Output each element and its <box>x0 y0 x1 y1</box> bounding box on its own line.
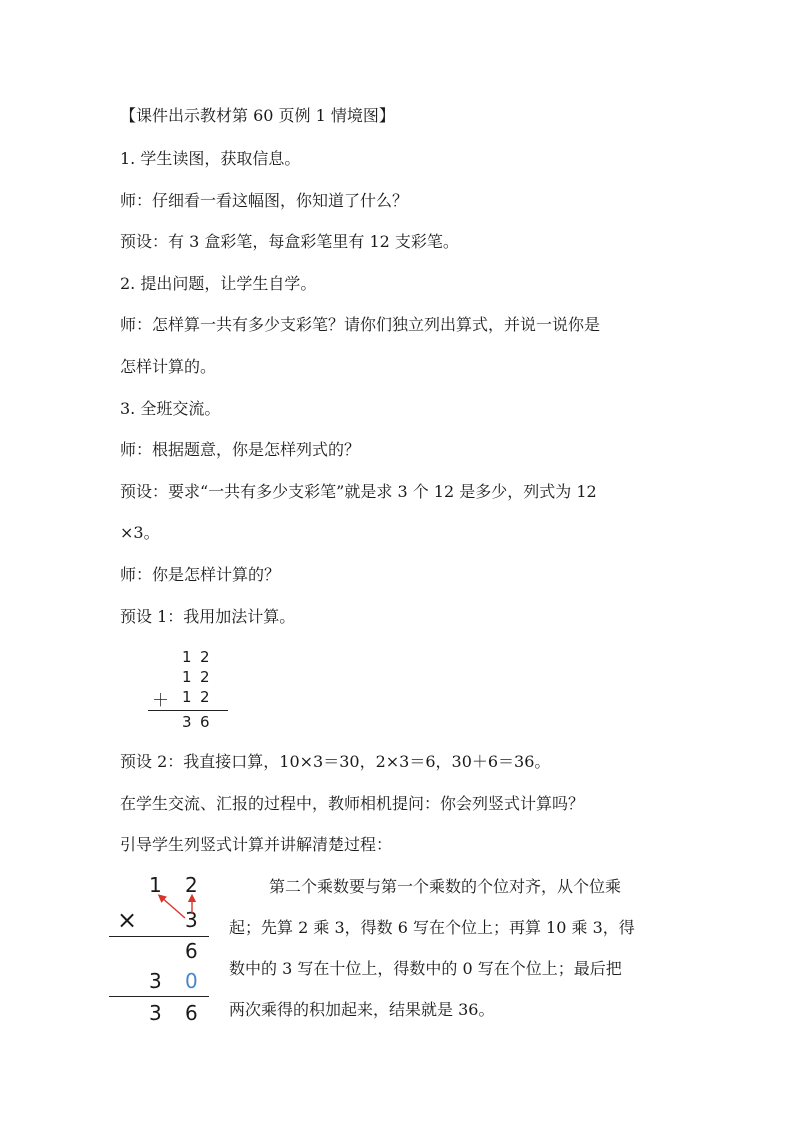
teacher-question-2-line-1: 师：怎样算一共有多少支彩笔？请你们独立列出算式，并说一说你是 <box>120 315 601 334</box>
partial-product-2-tens: 3 <box>149 969 162 993</box>
plus-sign: ＋ <box>152 691 169 711</box>
step-1: 1. 学生读图，获取信息。 <box>120 149 301 168</box>
explanation-paragraph <box>229 866 677 1030</box>
preset-answer-3-line-1: 预设：要求“一共有多少支彩笔”就是求 3 个 12 是多少，列式为 12 <box>120 482 597 501</box>
carry-arrows <box>105 870 220 930</box>
step-3: 3. 全班交流。 <box>120 399 221 418</box>
addition-row2-tens: 1 <box>182 668 192 686</box>
times-sign: × <box>117 906 138 934</box>
teacher-question-2-line-2: 怎样计算的。 <box>120 357 217 376</box>
multiplicand-tens: 1 <box>149 873 162 897</box>
preset-answer-3-line-2: ×3。 <box>120 523 160 542</box>
explanation-line-4: 两次乘得的积加起来，结果就是 36。 <box>229 1000 495 1019</box>
multiplication-vertical <box>105 870 220 1030</box>
partial-product-2-ones: 0 <box>185 969 198 993</box>
teacher-question-3: 师：根据题意，你是怎样列式的？ <box>120 440 361 459</box>
product-tens: 3 <box>149 1001 162 1025</box>
multiplication-rule-2 <box>109 996 209 997</box>
explanation-line-1: 第二个乘数要与第一个乘数的个位对齐，从个位乘 <box>269 877 622 896</box>
teacher-question-4: 师：你是怎样计算的？ <box>120 565 281 584</box>
addition-row1-ones: 2 <box>200 648 210 666</box>
multiplier-digit: 3 <box>185 908 198 932</box>
step-2: 2. 提出问题，让学生自学。 <box>120 274 317 293</box>
arrow-to-tens-icon <box>161 897 185 918</box>
addition-vertical <box>140 644 240 734</box>
addition-result-ones: 6 <box>200 713 210 731</box>
multiplicand-ones: 2 <box>185 873 198 897</box>
discussion-line: 在学生交流、汇报的过程中，教师相机提问：你会列竖式计算吗？ <box>120 794 585 813</box>
preset-method-2: 预设 2：我直接口算，10×3＝30，2×3＝6，30＋6＝36。 <box>120 752 551 771</box>
preset-method-1: 预设 1：我用加法计算。 <box>120 607 296 626</box>
teacher-question-1: 师：仔细看一看这幅图，你知道了什么？ <box>120 191 409 210</box>
preset-answer-1: 预设：有 3 盒彩笔，每盒彩笔里有 12 支彩笔。 <box>120 232 459 251</box>
heading: 【课件出示教材第 60 页例 1 情境图】 <box>120 106 395 125</box>
explanation-line-2: 起；先算 2 乘 3，得数 6 写在个位上；再算 10 乘 3，得 <box>229 918 635 937</box>
addition-row3-ones: 2 <box>200 688 210 706</box>
addition-result-tens: 3 <box>182 713 192 731</box>
addition-row3-tens: 1 <box>182 688 192 706</box>
addition-row1-tens: 1 <box>182 648 192 666</box>
guide-line: 引导学生列竖式计算并讲解清楚过程： <box>120 835 393 854</box>
product-ones: 6 <box>185 1001 198 1025</box>
multiplication-rule-1 <box>109 936 209 937</box>
addition-row2-ones: 2 <box>200 668 210 686</box>
partial-product-1: 6 <box>185 939 198 963</box>
addition-rule <box>148 710 228 711</box>
explanation-line-3: 数中的 3 写在十位上，得数中的 0 写在个位上；最后把 <box>229 959 622 978</box>
